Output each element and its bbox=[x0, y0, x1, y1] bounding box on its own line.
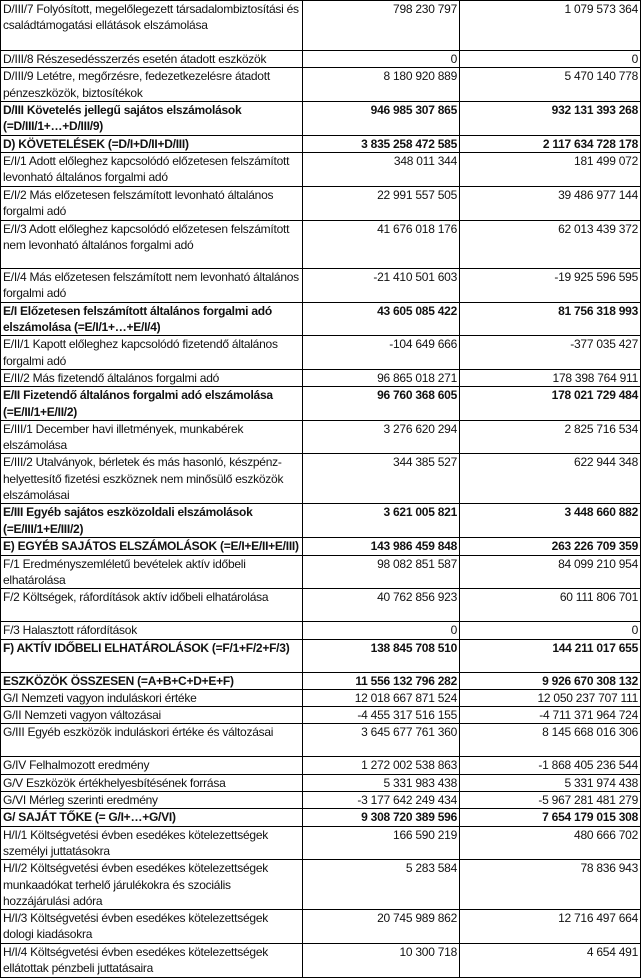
value-current-year: 81 756 318 993 bbox=[460, 302, 641, 336]
table-row bbox=[1, 454, 641, 504]
value-previous-year: 1 272 002 538 863 bbox=[303, 757, 460, 774]
value-previous-year: 43 605 085 422 bbox=[303, 302, 460, 336]
table-row bbox=[1, 860, 641, 910]
value-previous-year: 41 676 018 176 bbox=[303, 220, 460, 268]
value-previous-year: 946 985 307 865 bbox=[303, 101, 460, 135]
table-row bbox=[1, 369, 641, 386]
row-label: G/I Nemzeti vagyon induláskori értéke bbox=[1, 689, 303, 706]
table-row bbox=[1, 220, 641, 268]
row-label: E/III/1 December havi illetmények, munkabérek elszámolása bbox=[1, 420, 303, 454]
value-current-year: 39 486 977 144 bbox=[460, 187, 641, 221]
value-previous-year: 166 590 219 bbox=[303, 826, 460, 860]
table-row bbox=[1, 135, 641, 152]
table-row bbox=[1, 910, 641, 944]
value-previous-year: -4 455 317 516 155 bbox=[303, 707, 460, 724]
table-row bbox=[1, 153, 641, 187]
table-row bbox=[1, 792, 641, 809]
row-label: D/III/8 Részesedésszerzés esetén átadott eszközök bbox=[1, 51, 303, 68]
value-current-year: 2 825 716 534 bbox=[460, 420, 641, 454]
table-row bbox=[1, 672, 641, 689]
table-row bbox=[1, 809, 641, 826]
value-previous-year: 10 300 718 bbox=[303, 943, 460, 977]
row-label: F/1 Eredményszemléletű bevételek aktív időbeli elhatárolása bbox=[1, 555, 303, 589]
value-current-year: -19 925 596 595 bbox=[460, 268, 641, 302]
value-previous-year: 138 845 708 510 bbox=[303, 639, 460, 672]
row-label: E/I Előzetesen felszámított általános forgalmi adó elszámolása (=E/I/1+…+E/I/4) bbox=[1, 302, 303, 336]
value-current-year: 932 131 393 268 bbox=[460, 101, 641, 135]
table-row bbox=[1, 51, 641, 68]
value-current-year: 12 716 497 664 bbox=[460, 910, 641, 944]
table-row bbox=[1, 639, 641, 672]
value-current-year: 480 666 702 bbox=[460, 826, 641, 860]
row-label: E/II Fizetendő általános forgalmi adó elszámolása (=E/II/1+E/II/2) bbox=[1, 387, 303, 421]
value-previous-year: 96 865 018 271 bbox=[303, 369, 460, 386]
value-current-year: 181 499 072 bbox=[460, 153, 641, 187]
value-previous-year: -21 410 501 603 bbox=[303, 268, 460, 302]
value-previous-year: 12 018 667 871 524 bbox=[303, 689, 460, 706]
value-current-year: -377 035 427 bbox=[460, 336, 641, 370]
row-label: D/III Követelés jellegű sajátos elszámolások (=D/III/1+…+D/III/9) bbox=[1, 101, 303, 135]
value-previous-year: 9 308 720 389 596 bbox=[303, 809, 460, 826]
row-label: ESZKÖZÖK ÖSSZESEN (=A+B+C+D+E+F) bbox=[1, 672, 303, 689]
value-current-year: 9 926 670 308 132 bbox=[460, 672, 641, 689]
value-previous-year: 96 760 368 605 bbox=[303, 387, 460, 421]
row-label: H/I/4 Költségvetési évben esedékes kötelezettségek ellátottak pénzbeli juttatásaira bbox=[1, 943, 303, 977]
row-label: E/II/1 Kapott előleghez kapcsolódó fizetendő általános forgalmi adó bbox=[1, 336, 303, 370]
table-row bbox=[1, 504, 641, 538]
value-previous-year: 798 230 797 bbox=[303, 1, 460, 51]
value-previous-year: 0 bbox=[303, 622, 460, 639]
value-current-year: 12 050 237 707 111 bbox=[460, 689, 641, 706]
table-row bbox=[1, 757, 641, 774]
value-current-year: 0 bbox=[460, 51, 641, 68]
row-label: G/ SAJÁT TŐKE (= G/I+…+G/VI) bbox=[1, 809, 303, 826]
row-label: D/III/9 Letétre, megőrzésre, fedezetkezelésre átadott pénzeszközök, biztosítékok bbox=[1, 68, 303, 102]
table-row bbox=[1, 707, 641, 724]
value-current-year: 84 099 210 954 bbox=[460, 555, 641, 589]
row-label: F) AKTÍV IDŐBELI ELHATÁROLÁSOK (=F/1+F/2+F/3) bbox=[1, 639, 303, 672]
value-current-year: 144 211 017 655 bbox=[460, 639, 641, 672]
value-previous-year: 11 556 132 796 282 bbox=[303, 672, 460, 689]
row-label: E/III Egyéb sajátos eszközoldali elszámolások (=E/III/1+E/III/2) bbox=[1, 504, 303, 538]
value-current-year: 60 111 806 701 bbox=[460, 589, 641, 622]
value-previous-year: 22 991 557 505 bbox=[303, 187, 460, 221]
value-current-year: 2 117 634 728 178 bbox=[460, 135, 641, 152]
value-previous-year: 5 283 584 bbox=[303, 860, 460, 910]
value-previous-year: 3 835 258 472 585 bbox=[303, 135, 460, 152]
row-label: H/I/2 Költségvetési évben esedékes kötelezettségek munkaadókat terhelő járulékokra és szociális hozzájárulási adóra bbox=[1, 860, 303, 910]
row-label: D) KÖVETELÉSEK (=D/I+D/II+D/III) bbox=[1, 135, 303, 152]
value-current-year: 8 145 668 016 306 bbox=[460, 724, 641, 757]
table-row bbox=[1, 68, 641, 102]
value-current-year: 62 013 439 372 bbox=[460, 220, 641, 268]
table-row bbox=[1, 302, 641, 336]
row-label: E/I/2 Más előzetesen felszámított levonható általános forgalmi adó bbox=[1, 187, 303, 221]
table-row bbox=[1, 187, 641, 221]
row-label: F/3 Halasztott ráfordítások bbox=[1, 622, 303, 639]
table-row bbox=[1, 689, 641, 706]
value-current-year: 3 448 660 882 bbox=[460, 504, 641, 538]
table-row bbox=[1, 589, 641, 622]
value-current-year: 178 021 729 484 bbox=[460, 387, 641, 421]
row-label: E/I/3 Adott előleghez kapcsolódó előzetesen felszámított nem levonható általános forgalmi adó bbox=[1, 220, 303, 268]
table-row bbox=[1, 622, 641, 639]
value-previous-year: 143 986 459 848 bbox=[303, 538, 460, 555]
balance-sheet-body bbox=[1, 1, 641, 978]
row-label: G/III Egyéb eszközök induláskori értéke és változásai bbox=[1, 724, 303, 757]
row-label: D/III/7 Folyósított, megelőlegezett társadalombiztosítási és családtámogatási ellátások elszámolása bbox=[1, 1, 303, 51]
table-row bbox=[1, 1, 641, 51]
row-label: E/I/4 Más előzetesen felszámított nem levonható általános forgalmi adó bbox=[1, 268, 303, 302]
value-previous-year: -104 649 666 bbox=[303, 336, 460, 370]
row-label: H/I/1 Költségvetési évben esedékes kötelezettségek személyi juttatásokra bbox=[1, 826, 303, 860]
row-label: G/IV Felhalmozott eredmény bbox=[1, 757, 303, 774]
value-current-year: 7 654 179 015 308 bbox=[460, 809, 641, 826]
value-current-year: 5 331 974 438 bbox=[460, 774, 641, 791]
table-row bbox=[1, 774, 641, 791]
value-previous-year: 8 180 920 889 bbox=[303, 68, 460, 102]
table-row bbox=[1, 268, 641, 302]
value-current-year: 4 654 491 bbox=[460, 943, 641, 977]
row-label: E/II/2 Más fizetendő általános forgalmi adó bbox=[1, 369, 303, 386]
value-current-year: 263 226 709 359 bbox=[460, 538, 641, 555]
value-previous-year: 3 645 677 761 360 bbox=[303, 724, 460, 757]
value-previous-year: 348 011 344 bbox=[303, 153, 460, 187]
row-label: H/I/3 Költségvetési évben esedékes kötelezettségek dologi kiadásokra bbox=[1, 910, 303, 944]
value-previous-year: 0 bbox=[303, 51, 460, 68]
value-current-year: -1 868 405 236 544 bbox=[460, 757, 641, 774]
row-label: G/VI Mérleg szerinti eredmény bbox=[1, 792, 303, 809]
value-previous-year: 20 745 989 862 bbox=[303, 910, 460, 944]
value-current-year: 5 470 140 778 bbox=[460, 68, 641, 102]
row-label: E) EGYÉB SAJÁTOS ELSZÁMOLÁSOK (=E/I+E/II+E/III) bbox=[1, 538, 303, 555]
table-row bbox=[1, 943, 641, 977]
value-current-year: 0 bbox=[460, 622, 641, 639]
value-previous-year: -3 177 642 249 434 bbox=[303, 792, 460, 809]
value-previous-year: 40 762 856 923 bbox=[303, 589, 460, 622]
table-row bbox=[1, 420, 641, 454]
row-label: G/II Nemzeti vagyon változásai bbox=[1, 707, 303, 724]
value-current-year: 78 836 943 bbox=[460, 860, 641, 910]
value-previous-year: 5 331 983 438 bbox=[303, 774, 460, 791]
table-row bbox=[1, 101, 641, 135]
value-current-year: -5 967 281 481 279 bbox=[460, 792, 641, 809]
table-row bbox=[1, 538, 641, 555]
value-current-year: 178 398 764 911 bbox=[460, 369, 641, 386]
table-row bbox=[1, 724, 641, 757]
table-row bbox=[1, 826, 641, 860]
row-label: F/2 Költségek, ráfordítások aktív időbeli elhatárolása bbox=[1, 589, 303, 622]
row-label: E/III/2 Utalványok, bérletek és más hasonló, készpénz-helyettesítő fizetési eszköznek nem minősülő eszközök elszámolásai bbox=[1, 454, 303, 504]
value-current-year: -4 711 371 964 724 bbox=[460, 707, 641, 724]
table-row bbox=[1, 336, 641, 370]
value-previous-year: 98 082 851 587 bbox=[303, 555, 460, 589]
value-previous-year: 3 621 005 821 bbox=[303, 504, 460, 538]
table-row bbox=[1, 387, 641, 421]
value-previous-year: 3 276 620 294 bbox=[303, 420, 460, 454]
value-current-year: 1 079 573 364 bbox=[460, 1, 641, 51]
value-current-year: 622 944 348 bbox=[460, 454, 641, 504]
row-label: G/V Eszközök értékhelyesbítésének forrása bbox=[1, 774, 303, 791]
table-row bbox=[1, 555, 641, 589]
value-previous-year: 344 385 527 bbox=[303, 454, 460, 504]
row-label: E/I/1 Adott előleghez kapcsolódó előzetesen felszámított levonható általános forgalmi adó bbox=[1, 153, 303, 187]
